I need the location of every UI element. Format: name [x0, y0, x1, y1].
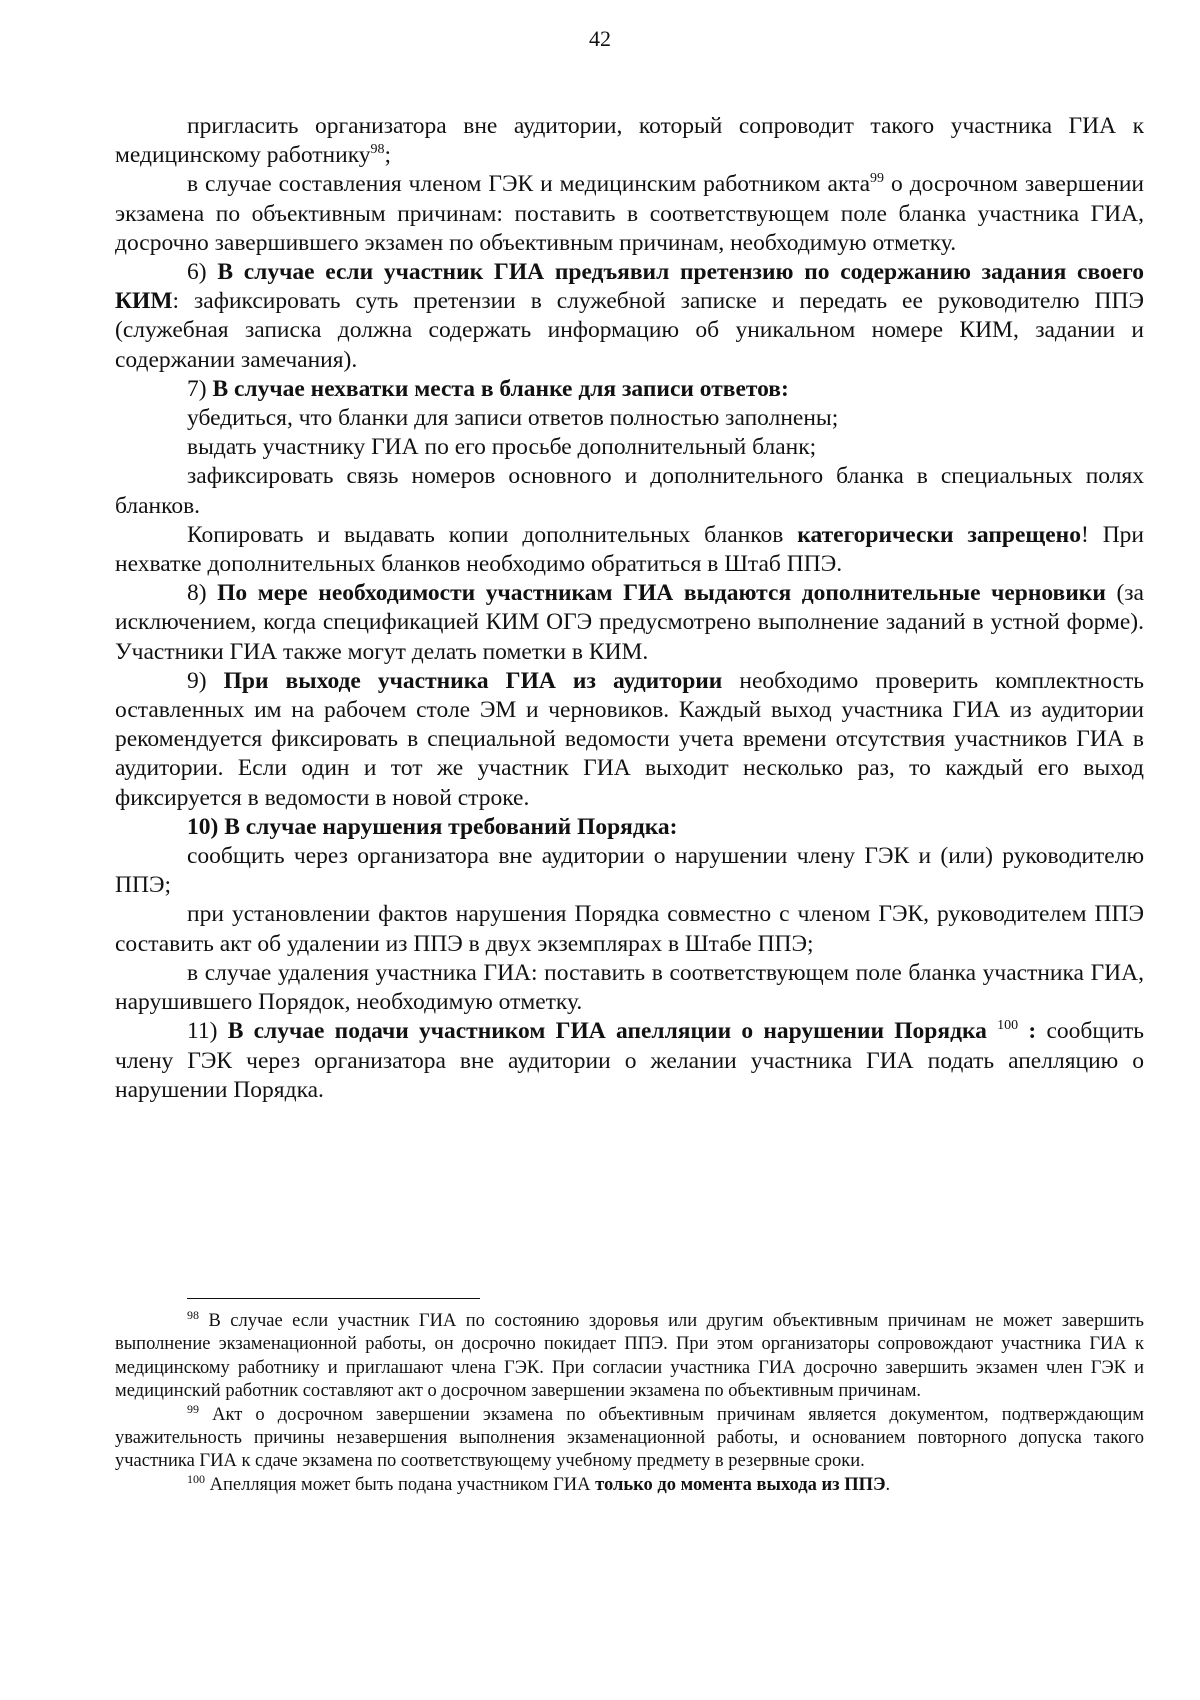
footnote-separator [187, 1298, 480, 1299]
paragraph-item-10-heading [115, 813, 1144, 842]
footnote-ref-100[interactable]: 100 [997, 1018, 1019, 1034]
paragraph-issue-extra-form: выдать участнику ГИА по его просьбе дополнительный бланк; [187, 434, 817, 461]
item-8-heading: По мере необходимости участникам ГИА выдаются дополнительные черновики [217, 580, 1106, 607]
paragraph-record-form-numbers: зафиксировать связь номеров основного и дополнительного бланка в специальных полях бланков. [115, 463, 1144, 519]
paragraph-item-11-appeal: 11) В случае подачи участником ГИА апелляции о нарушении Порядка $^{100}$ : сообщить члену ГЭК через организатора вне аудитории о желании участника ГИА подать апелляцию о нарушении Порядка. [115, 1018, 1145, 1103]
footnote-98: $^{98}$ В случае если участник ГИА по состоянию здоровья или другим объективным причинам не может завершить выполнение экзаменационной работы, он досрочно покидает ППЭ. При этом организаторы сопровождают участника ГИА к медицинскому работнику и приглашают члена ГЭК. При согласии участника ГИА досрочно завершить экзамен член ГЭК и медицинский работник составляют акт о досрочном завершении экзамена по объективным причинам. [115, 1307, 1144, 1402]
footnote-100: $^{100}$ Апелляция может быть подана участником ГИА только до момента выхода из ППЭ. [187, 1471, 891, 1495]
item-7-heading: В случае нехватки места в бланке для записи ответов: [212, 375, 789, 402]
item-11-heading: В случае подачи участником ГИА апелляции о нарушении Порядка [227, 1018, 998, 1045]
paragraph-report-violation: сообщить через организатора вне аудитории о нарушении члену ГЭК и (или) руководителю ППЭ; [115, 843, 1144, 899]
page-number: 42 [589, 26, 611, 51]
footnote-ref-99[interactable]: 99 [870, 171, 885, 187]
paragraph-item-9-exit: 9) При выходе участника ГИА из аудитории необходимо проверить комплектность оставленных им на рабочем столе ЭМ и черновиков. Каждый выход участника ГИА из аудитории рекомендуется фиксировать в специальной ведомости учета времени отсутствия участников ГИА в аудитории. Если один и тот же участник ГИА выходит несколько раз, то каждый его выход фиксируется в ведомости в новой строке. [115, 667, 1144, 811]
paragraph-removal-mark: в случае удаления участника ГИА: поставить в соответствующем поле бланка участника ГИА, нарушившего Порядок, необходимую отметку. [115, 959, 1144, 1016]
paragraph-item-7-heading: 7) В случае нехватки места в бланке для записи ответов: [187, 375, 789, 402]
paragraph-invite-organizer: пригласить организатора вне аудитории, который сопроводит такого участника ГИА к медицинскому работнику$^{98}$; [115, 113, 1144, 169]
paragraph-copy-prohibited: Копировать и выдавать копии дополнительных бланков категорически запрещено! При нехватке дополнительных бланков необходимо обратиться в Штаб ППЭ. [115, 521, 1145, 578]
paragraph-item-8-drafts: 8) По мере необходимости участникам ГИА выдаются дополнительные черновики (за исключением, когда спецификацией КИМ ОГЭ предусмотрено выполнение заданий в устной форме). Участники ГИА также могут делать пометки в КИМ. [115, 580, 1144, 665]
paragraph-removal-act: при установлении фактов нарушения Порядка совместно с членом ГЭК, руководителем ППЭ составить акт об удалении из ППЭ в двух экземплярах в Штабе ППЭ; [115, 901, 1144, 957]
paragraph-item-6-claim: 6) В случае если участник ГИА предъявил претензию по содержанию задания своего КИМ: зафиксировать суть претензии в служебной записке и передать ее руководителю ППЭ (служебная записка должна содержать информацию об уникальном номере КИМ, задании и содержании замечания). [115, 259, 1145, 373]
document-body [115, 112, 1144, 1105]
footnote-ref-98[interactable]: 98 [370, 142, 385, 158]
prohibited-emphasis: категорически запрещено [797, 521, 1081, 548]
item-9-heading: При выходе участника ГИА из аудитории [223, 667, 723, 694]
paragraph-check-forms: убедиться, что бланки для записи ответов полностью заполнены; [187, 405, 839, 432]
footnote-99: $^{99}$ Акт о досрочном завершении экзамена по объективным причинам является документом, подтверждающим уважительность причины незавершения выполнения экзаменационной работы, и основанием повторного допуска такого участника ГИА к сдаче экзамена по соответствующему учебному предмету в резервные сроки. [115, 1401, 1144, 1472]
item-10-heading: 10) В случае нарушения требований Порядка: [187, 813, 678, 840]
paragraph-early-completion-act: в случае составления членом ГЭК и медицинским работником акта$^{99}$ о досрочном завершении экзамена по объективным причинам: поставить в соответствующем поле бланка участника ГИА, досрочно завершившего экзамен по объективным причинам, необходимую отметку. [115, 171, 1144, 256]
footnotes [115, 1307, 1144, 1497]
item-6-heading: В случае если участник ГИА предъявил претензию по содержанию задания своего КИМ [115, 259, 1145, 315]
